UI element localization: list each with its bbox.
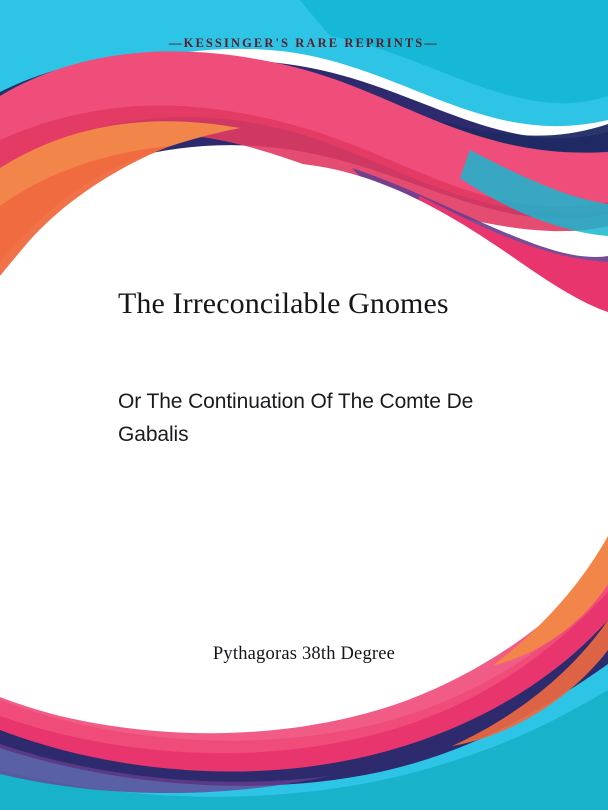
page-subtitle: Or The Continuation Of The Comte De Gabalis [118,390,474,446]
publisher-imprint: —KESSINGER'S RARE REPRINTS— [169,36,439,50]
page-title: The Irreconcilable Gnomes [118,287,449,320]
author-name: Pythagoras 38th Degree [212,644,396,664]
